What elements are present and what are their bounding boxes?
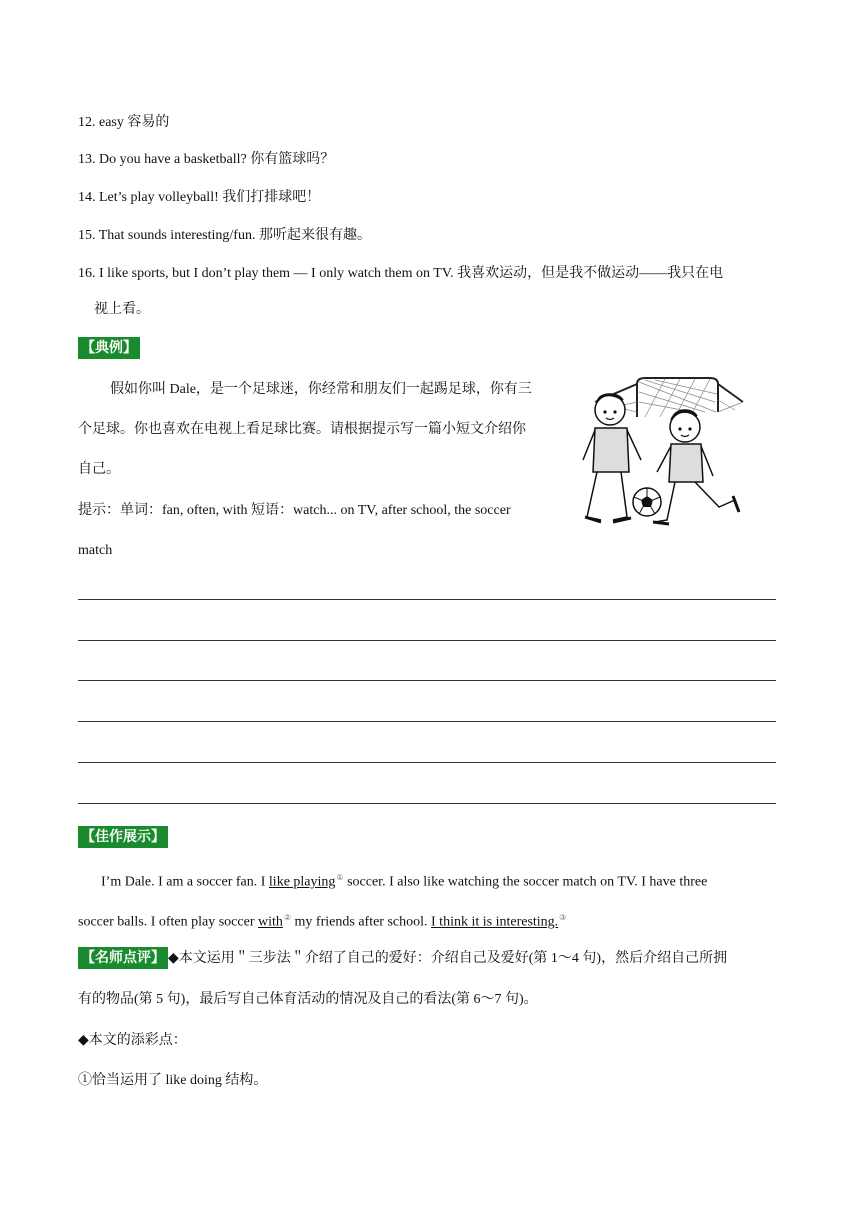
model-text: soccer balls. I often play soccer: [78, 914, 258, 930]
model-essay-line1: [101, 868, 707, 893]
model-text: my friends after school.: [291, 914, 432, 930]
teacher-comment-tag: 【名师点评】: [78, 947, 168, 969]
vocab-item-13: 13. Do you have a basketball? 你有篮球吗？: [78, 152, 335, 167]
example-hint-line1: 提示：单词：fan, often, with 短语：watch... on TV, after school, the soccer: [78, 503, 511, 518]
writing-line-4[interactable]: [78, 721, 776, 722]
model-essay-tag: 【佳作展示】: [78, 826, 168, 848]
example-prompt-line2: 个足球。你也喜欢在电视上看足球比赛。请根据提示写一篇小短文介绍你: [78, 422, 526, 437]
writing-line-6[interactable]: [78, 803, 776, 804]
teacher-comment-line1: [78, 947, 727, 969]
example-heading: [78, 337, 140, 359]
model-essay-line2: [78, 908, 566, 933]
vocab-item-15: 15. That sounds interesting/fun. 那听起来很有趣。: [78, 228, 371, 243]
writing-line-3[interactable]: [78, 680, 776, 681]
vocab-item-16-line1: 16. I like sports, but I don’t play them — I only watch them on TV. 我喜欢运动，但是我不做运动——我只在电: [78, 266, 724, 281]
highlight-3: I think it is interesting.: [431, 914, 559, 930]
note-marker-1: ①: [336, 873, 344, 882]
example-tag: 【典例】: [78, 337, 140, 359]
highlight-2: with: [257, 914, 283, 930]
writing-line-1[interactable]: [78, 599, 776, 600]
highlight-point-1: ①恰当运用了 like doing 结构。: [78, 1073, 268, 1088]
highlights-title: ◆本文的添彩点：: [78, 1033, 187, 1048]
teacher-comment-line2: 有的物品(第 5 句)，最后写自己体育活动的情况及自己的看法(第 6～7 句)。: [78, 992, 538, 1007]
boys-playing-soccer-illustration: [575, 372, 747, 532]
vocab-item-16-line2: 视上看。: [94, 302, 150, 317]
example-hint-line2: match: [78, 543, 113, 558]
model-essay-heading: [78, 826, 168, 848]
note-marker-3: ③: [559, 913, 567, 922]
writing-line-2[interactable]: [78, 640, 776, 641]
writing-line-5[interactable]: [78, 762, 776, 763]
comment-text: ◆本文运用＂三步法＂介绍了自己的爱好：介绍自己及爱好(第 1～4 句)，然后介绍自己所拥: [168, 951, 728, 966]
highlight-1: like playing: [268, 874, 336, 890]
note-marker-2: ②: [283, 913, 292, 922]
example-prompt-line1: 假如你叫 Dale，是一个足球迷，你经常和朋友们一起踢足球，你有三: [110, 382, 532, 397]
soccer-ball-icon: [633, 488, 661, 516]
example-prompt-line3: 自己。: [78, 462, 120, 477]
model-text: soccer. I also like watching the soccer match on TV. I have three: [343, 874, 708, 890]
model-text: I’m Dale. I am a soccer fan. I: [101, 874, 269, 890]
vocab-item-14: 14. Let’s play volleyball! 我们打排球吧！: [78, 190, 321, 205]
vocab-item-12: 12. easy 容易的: [78, 115, 170, 130]
